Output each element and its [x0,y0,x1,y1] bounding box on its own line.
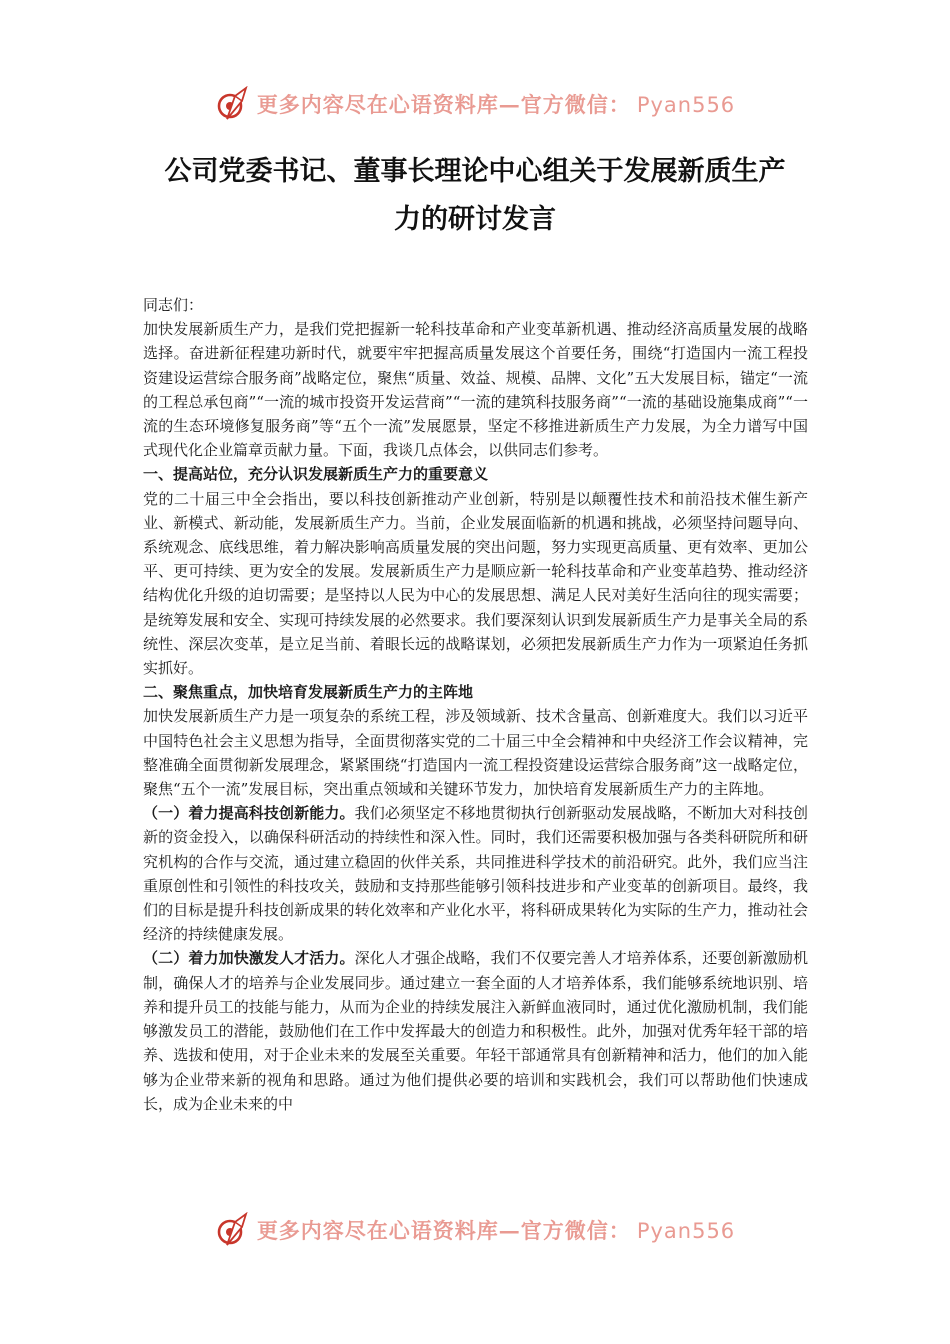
subsection-2-lead: （二）着力加快激发人才活力。 [143,949,355,968]
greeting: 同志们： [143,296,204,314]
watermark-handle: Pyan556 [636,93,736,117]
pen-logo-icon [215,86,251,122]
section-1-heading: 一、提高站位，充分认识发展新质生产力的重要意义 [143,465,489,484]
section-2-heading: 二、聚焦重点，加快培育发展新质生产力的主阵地 [143,683,474,702]
footer-watermark [0,1210,950,1250]
subsection-1-body: 我们必须坚定不移地贯彻执行创新驱动发展战略，不断加大对科技创新的资金投入，以确保科研活动的持续性和深入性。同时，我们还需要积极加强与各类科研院所和研究机构的合作与交流，通过建立稳固的伙伴关系，共同推进科学技术的前沿研究。此外，我们应当注重原创性和引领性的科技攻关，鼓励和支持那些能够引领科技进步和产业变革的创新项目。最终，我们的目标是提升科技创新成果的转化效率和产业化水平，将科研成果转化为实际的生产力，推动社会经济的持续健康发展。 [143,804,808,944]
section-2-paragraph: 加快发展新质生产力是一项复杂的系统工程，涉及领域新、技术含量高、创新难度大。我们以习近平中国特色社会主义思想为指导，全面贯彻落实党的二十届三中全会精神和中央经济工作会议精神，完整准确全面贯彻新发展理念，紧紧围绕“打造国内一流工程投资建设运营综合服务商”这一战略定位，聚焦“五个一流”发展目标，突出重点领域和关键环节发力，加快培育发展新质生产力的主阵地。 [143,707,808,799]
subsection-2-body: 深化人才强企战略，我们不仅要完善人才培养体系，还要创新激励机制，确保人才的培养与企业发展同步。通过建立一套全面的人才培养体系，我们能够系统地识别、培养和提升员工的技能与能力，从而为企业的持续发展注入新鲜血液同时，通过优化激励机制，我们能够激发员工的潜能，鼓励他们在工作中发挥最大的创造力和积极性。此外，加强对优秀年轻干部的培养、选拔和使用，对于企业未来的发展至关重要。年轻干部通常具有创新精神和活力，他们的加入能够为企业带来新的视角和思路。通过为他们提供必要的培训和实践机会，我们可以帮助他们快速成长，成为企业未来的中 [143,949,808,1113]
pen-logo-icon [215,1212,251,1248]
subsection-1-lead: （一）着力提高科技创新能力。 [143,804,355,823]
document-title [130,148,820,244]
document-body [143,293,808,1116]
subsection-1-paragraph [143,801,808,946]
subsection-2-paragraph [143,946,808,1115]
intro-paragraph: 加快发展新质生产力，是我们党把握新一轮科技革命和产业变革新机遇、推动经济高质量发展的战略选择。奋进新征程建功新时代，就要牢牢把握高质量发展这个首要任务，围绕“打造国内一流工程投资建设运营综合服务商”战略定位，聚焦“质量、效益、规模、品牌、文化”五大发展目标，锚定“一流的工程总承包商”“一流的城市投资开发运营商”“一流的建筑科技服务商”“一流的基础设施集成商”“一流的生态环境修复服务商”等“五个一流”发展愿景，坚定不移推进新质生产力发展，为全力谱写中国式现代化企业篇章贡献力量。下面，我谈几点体会，以供同志们参考。 [143,320,808,460]
watermark-text: 更多内容尽在心语资料库—官方微信： Pyan556 [256,92,736,117]
watermark-text: 更多内容尽在心语资料库—官方微信： Pyan556 [256,1218,736,1243]
title-line-2: 力的研讨发言 [394,204,556,235]
title-line-1: 公司党委书记、董事长理论中心组关于发展新质生产 [164,156,786,187]
header-watermark [0,84,950,124]
watermark-handle: Pyan556 [636,1219,736,1243]
section-1-paragraph: 党的二十届三中全会指出，要以科技创新推动产业创新，特别是以颠覆性技术和前沿技术催生新产业、新模式、新动能，发展新质生产力。当前，企业发展面临新的机遇和挑战，必须坚持问题导向、系统观念、底线思维，着力解决影响高质量发展的突出问题，努力实现更高质量、更有效率、更加公平、更可持续、更为安全的发展。发展新质生产力是顺应新一轮科技革命和产业变革趋势、推动经济结构优化升级的迫切需要；是坚持以人民为中心的发展思想、满足人民对美好生活向往的现实需要；是统筹发展和安全、实现可持续发展的必然要求。我们要深刻认识到发展新质生产力是事关全局的系统性、深层次变革，是立足当前、着眼长远的战略谋划，必须把发展新质生产力作为一项紧迫任务抓实抓好。 [143,489,808,678]
